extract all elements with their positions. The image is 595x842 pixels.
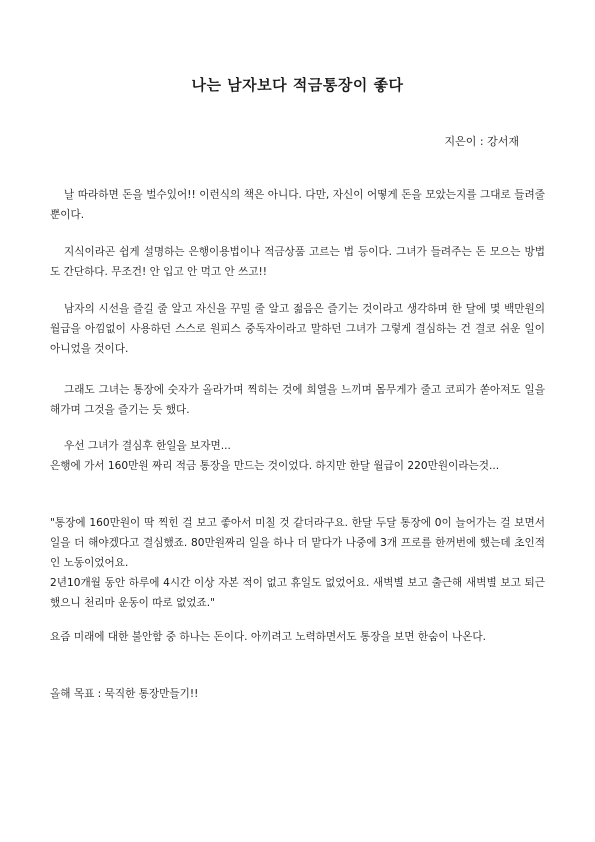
paragraph-1: 날 따라하면 돈을 벌수있어!! 이런식의 책은 아니다. 다만, 자신이 어떻게 돈을 모았는지를 그대로 들려줄뿐이다. — [50, 189, 545, 221]
author-line: 지은이 : 강서재 — [444, 135, 519, 148]
paragraph-7: 요즘 미래에 대한 불안함 중 하나는 돈이다. 아끼려고 노력하면서도 통장을 보면 한숨이 나온다. — [50, 631, 487, 643]
paragraph-5: 우선 그녀가 결심후 한일을 보자면... — [64, 440, 231, 452]
paragraph-2: 지식이라곤 쉽게 설명하는 은행이용법이나 적금상품 고르는 법 등이다. 그녀가 들려주는 돈 모으는 방법도 간단하다. 무조건! 안 입고 안 먹고 안 쓰고!! — [50, 246, 545, 278]
quote-paragraph-2: 2년10개월 동안 하루에 4시간 이상 자본 적이 없고 휴일도 없었어요. 새벽별 보고 출근해 새벽별 보고 퇴근했으니 천리마 운동이 따로 없었죠." — [50, 577, 545, 609]
paragraph-3: 남자의 시선을 즐길 줄 알고 자신을 꾸밀 줄 알고 젊음은 즐기는 것이라고 생각하며 한 달에 몇 백만원의 월급을 아낌없이 사용하던 스스로 원피스 중독자이라고 말하던 그녀가 그렇게 결심하는 건 결코 쉬운 일이 아니었을 것이다. — [50, 303, 545, 355]
document-title: 나는 남자보다 적금통장이 좋다 — [191, 76, 404, 94]
paragraph-8: 올해 목표 : 묵직한 통장만들기!! — [50, 688, 199, 700]
paragraph-4: 그래도 그녀는 통장에 숫자가 올라가며 찍히는 것에 희열을 느끼며 몸무게가 줄고 코피가 쏟아져도 일을 해가며 그것을 즐기는 듯 했다. — [50, 384, 545, 416]
paragraph-6: 은행에 가서 160만원 짜리 적금 통장을 만드는 것이었다. 하지만 한달 월급이 220만원이라는것... — [50, 460, 500, 472]
quote-paragraph-1: "통장에 160만원이 딱 찍힌 걸 보고 좋아서 미칠 것 같더라구요. 한달 두달 통장에 0이 늘어가는 걸 보면서 일을 더 해야겠다고 결심했죠. 80만원짜리 일을 하나 더 맡다가 나중에 3개 프로를 한꺼번에 했는데 초인적인 노동이었어요. — [50, 517, 545, 569]
